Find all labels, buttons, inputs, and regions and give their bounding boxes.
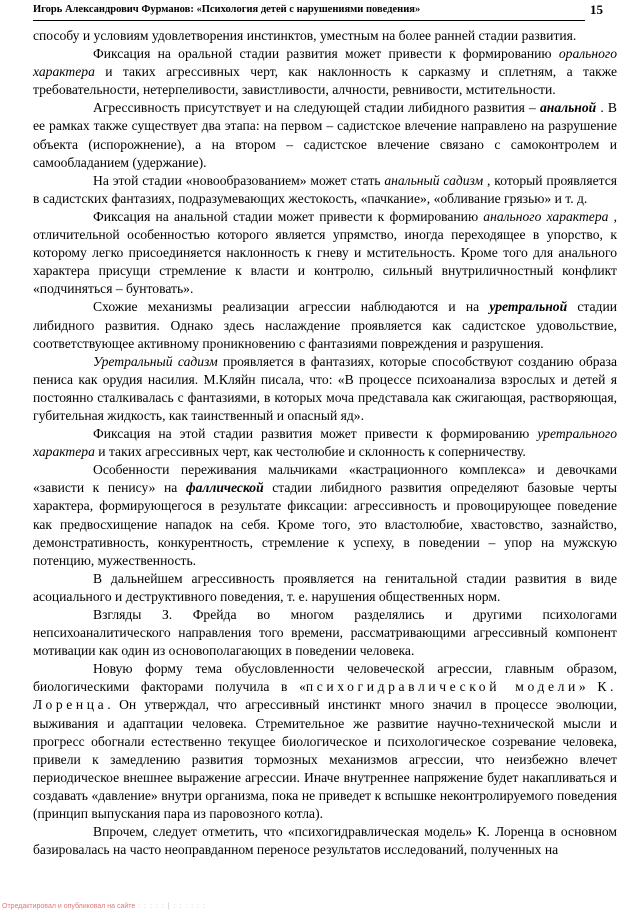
term-urethral-stage: уретральной — [489, 299, 568, 315]
paragraph-12: Новую форму тема обусловленности человеческой агрессии, главным образом, биологическими факторами получила в «психогидравлической модели» К. Лоренца. Он утверждал, что агрессивный инстинкт много значил в процессе эволюции, выживания и адаптации человека. Стремительное же развитие научно-технической мысли и прогресс обогнали естественно текущее биологическое и психологическое созревание человека, привели к замедлению развития тормозных механизмов агрессии, что неизбежно влечет периодическое внешнее выражение агрессии. Иначе внутреннее напряжение будет накапливаться и создавать «давление» внутри организма, пока не приведет к вспышке неконтролируемого поведения (принцип выпускания пара из паровозного котла). — [33, 661, 618, 822]
paragraph-2: Фиксация на оральной стадии развития может привести к формированию орального характера и таких агрессивных черт, как наклонность к сарказму и сплетням, а также требовательности, нетерпеливости, завистливости, алчности, ревнивости, мстительности. — [33, 46, 617, 98]
footer-credit: Отредактировал и опубликовал на сайте — [2, 903, 136, 910]
term-anal-character: анального характера — [483, 208, 609, 224]
term-hydraulic-model: психогидравлической модели — [305, 679, 579, 695]
body-text — [33, 27, 617, 859]
header-title: Игорь Александрович Фурманов: «Психология детей с нарушениями поведения» — [33, 4, 421, 15]
page-footer — [2, 903, 206, 910]
term-urethral-character: уретрального характера — [33, 426, 617, 460]
paragraph-3: Агрессивность присутствует и на следующей стадии либидного развития – анальной . В ее рамках также существует два этапа: на первом – садистское влечение направлено на разрушение объекта (испорожнение), а на втором – садистское влечение связано с самоконтролем и самообладанием (удержание). — [33, 100, 617, 170]
paragraph-11: Взгляды З. Фрейда во многом разделялись и другими психологами непсихоаналитического направления того времени, рассматривающими агрессивный компонент мотивации как один из основополагающих в поведении человека. — [33, 607, 617, 659]
footer-watermark: : : : : : | : : : : : : — [135, 903, 206, 910]
paragraph-7: Уретральный садизм проявляется в фантазиях, которые способствуют созданию образа пениса как орудия насилия. М.Кляйн писала, что: «В процессе психоанализа взрослых и детей я постоянно сталкивалась с фантазиями, в которых моча представала как сжигающая, растворяющая, губительная жидкость, как таинственный и опасный яд». — [33, 353, 617, 423]
paragraph-6: Схожие механизмы реализации агрессии наблюдаются и на уретральной стадии либидного развития. Однако здесь наслаждение проявляется как садистское удовольствие, соответствующее активному проникновению с фантазиями повреждения и разрушения. — [33, 299, 617, 351]
paragraph-13: Впрочем, следует отметить, что «психогидравлическая модель» К. Лоренца в основном базировалась на часто неоправданном переносе результатов исследований, полученных на — [33, 824, 617, 858]
term-urethral-sadism: Уретральный садизм — [93, 353, 218, 369]
paragraph-10: В дальнейшем агрессивность проявляется на генитальной стадии развития в виде асоциального и деструктивного поведения, т. е. нарушения общественных норм. — [33, 570, 617, 604]
page-number: 15 — [590, 2, 603, 17]
paragraph-5: Фиксация на анальной стадии может привести к формированию анального характера , отличительной особенностью которого является упрямство, иногда переходящее в упорство, к которому легко присоединяется наклонность к гневу и мстительность. Кроме того для анального характера присущи стремление к власти и контролю, сильный внутриличностный конфликт «подчиняться – бунтовать». — [33, 208, 618, 297]
term-phallic-stage: фаллической — [185, 480, 264, 496]
paragraph-9: Особенности переживания мальчиками «кастрационного комплекса» и девочками «зависти к пенису» на фаллической стадии либидного развития определяют базовые черты характера, формирующегося в результате фиксации: агрессивность и провоцирующее поведение как предвосхищение нападок на себя. Кроме того, это властолюбие, хвастовство, зазнайство, демонстративность, конкурентность, стремление к успеху, в поведении – упор на мужскую потенцию, мужественность. — [33, 462, 617, 568]
term-anal-stage: анальной — [539, 100, 597, 116]
paragraph-8: Фиксация на этой стадии развития может привести к формированию уретрального характера и таких агрессивных черт, как честолюбие и склонность к соперничеству. — [33, 426, 617, 460]
author-lorenz: К. Лоренца — [33, 679, 618, 713]
page-header — [33, 2, 603, 21]
term-anal-sadism: анальный садизм — [384, 172, 484, 188]
term-oral-character: орального характера — [33, 46, 617, 80]
paragraph-1: способу и условиям удовлетворения инстинктов, уместным на более ранней стадии развития. — [33, 28, 577, 43]
paragraph-4: На этой стадии «новообразованием» может стать анальный садизм , который проявляется в садистских фантазиях, подразумевающих жестокость, «пачкание», «обливание грязью» и т. д. — [33, 172, 617, 206]
